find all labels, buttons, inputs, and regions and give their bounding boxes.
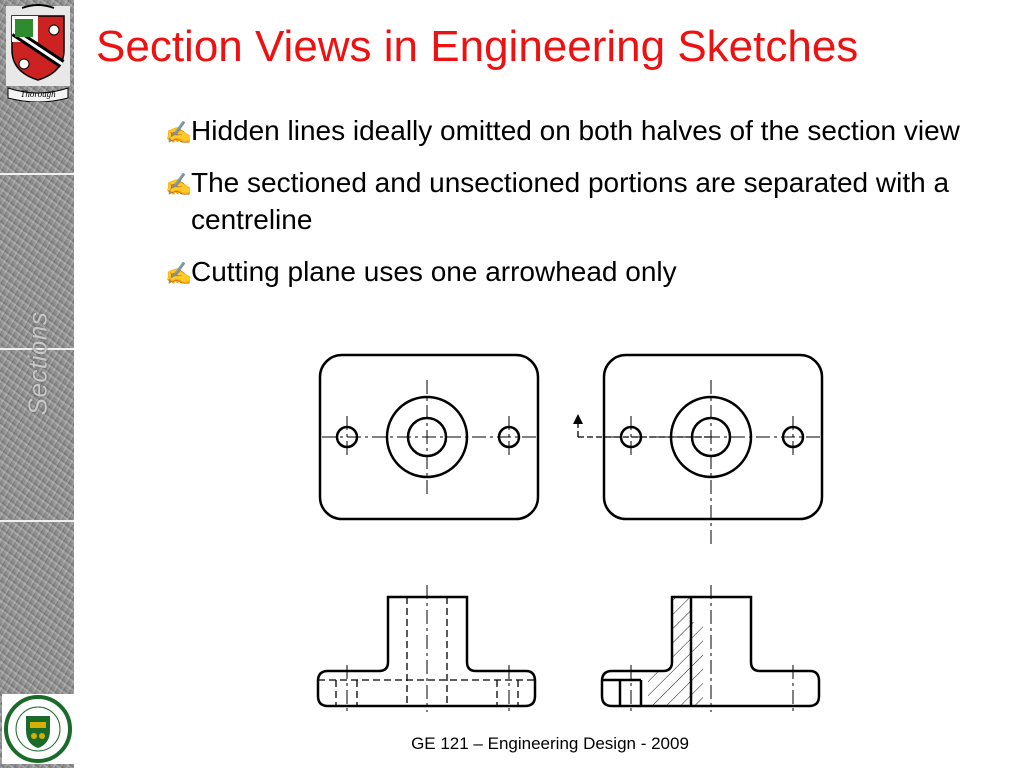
crest-motto: Thorough [20,89,56,99]
pencil-icon: ✍ [165,120,193,145]
sidebar-edge [74,0,76,768]
bullet-text: Cutting plane uses one arrowhead only [191,256,677,287]
bullet-text: Hidden lines ideally omitted on both halves of the section view [191,115,960,146]
college-crest-logo [2,2,74,102]
front-view-half-section [602,585,819,712]
sidebar [0,0,76,768]
bullet-list [165,112,985,305]
university-seal-logo [2,694,74,764]
slide-footer: GE 121 – Engineering Design - 2009 [411,734,689,753]
sidebar-divider [0,520,76,522]
bullet-item [165,164,985,238]
top-view-full [320,355,538,519]
pencil-icon: ✍ [165,172,193,197]
engineering-drawing [300,345,840,720]
bullet-item [165,112,985,149]
top-view-half-section [573,355,822,545]
slide-title: Section Views in Engineering Sketches [96,22,859,71]
bullet-item [165,253,985,290]
sidebar-section-label: Sections [22,311,53,416]
front-view-full [318,585,535,712]
bullet-text: The sectioned and unsectioned portions are separated with a centreline [191,167,950,235]
pencil-icon: ✍ [165,261,193,286]
arrowhead-icon [573,414,583,424]
sidebar-divider [0,173,76,175]
